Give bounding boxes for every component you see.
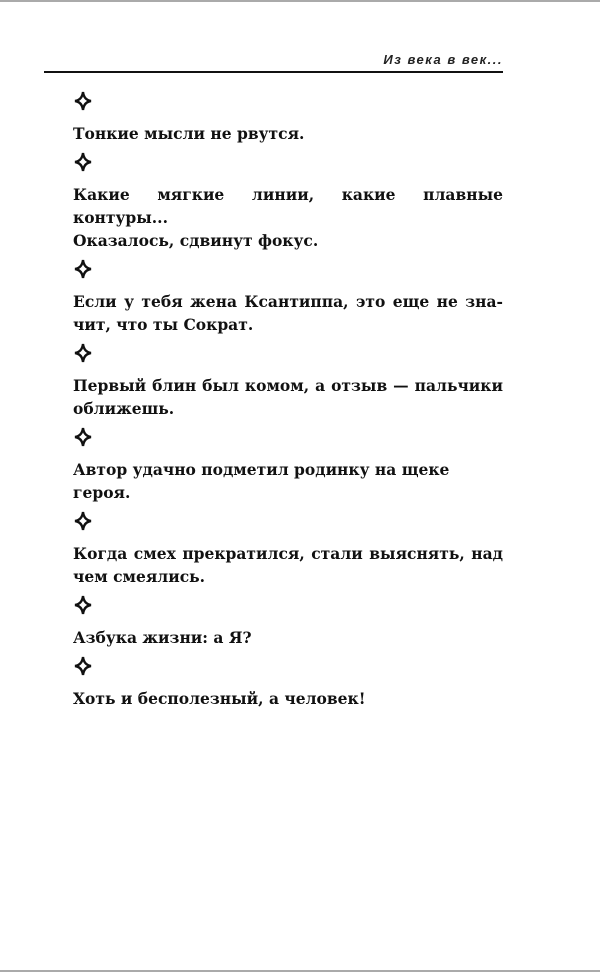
aphorism-line: чем смеялись. [73,567,206,586]
aphorism-item [73,150,503,252]
four-point-star-icon [73,257,93,281]
aphorism-text [73,542,503,588]
aphorism-text [73,374,503,420]
four-point-star-icon [73,654,93,678]
aphorism-line: чит, что ты Сократ. [73,315,254,334]
aphorism-line: Оказалось, сдвинут фокус. [73,231,319,250]
aphorism-line: оближешь. [73,399,175,418]
aphorism-item [73,593,503,649]
four-point-star-icon [73,425,93,449]
four-point-star-icon [73,341,93,365]
aphorism-line: Если у тебя жена Ксантиппа, это еще не зна- [73,292,503,311]
four-point-star-icon [73,150,93,174]
aphorism-text [73,458,503,504]
four-point-star-icon [73,509,93,533]
header-rule [44,71,503,73]
four-point-star-icon [73,89,93,113]
page-top-edge [0,0,600,2]
aphorism-item [73,341,503,420]
aphorism-item [73,257,503,336]
aphorism-line: Тонкие мысли не рвутся. [73,124,305,143]
aphorism-text [73,122,503,145]
aphorism-list [73,89,503,715]
aphorism-text [73,290,503,336]
four-point-star-icon [73,593,93,617]
aphorism-text [73,183,503,252]
aphorism-item [73,654,503,710]
aphorism-line: Когда смех прекратился, стали выяснять, над [73,544,503,563]
aphorism-line: Автор удачно подметил родинку на щеке героя. [73,460,450,502]
running-head: Из века в век... [383,52,503,67]
aphorism-text [73,687,503,710]
aphorism-item [73,89,503,145]
aphorism-item [73,509,503,588]
aphorism-line: Хоть и бесполезный, а человек! [73,689,366,708]
aphorism-line: Какие мягкие линии, какие плавные контуры... [73,185,503,227]
aphorism-text [73,626,503,649]
aphorism-line: Азбука жизни: а Я? [73,628,252,647]
aphorism-item [73,425,503,504]
aphorism-line: Первый блин был комом, а отзыв — пальчики [73,376,503,395]
